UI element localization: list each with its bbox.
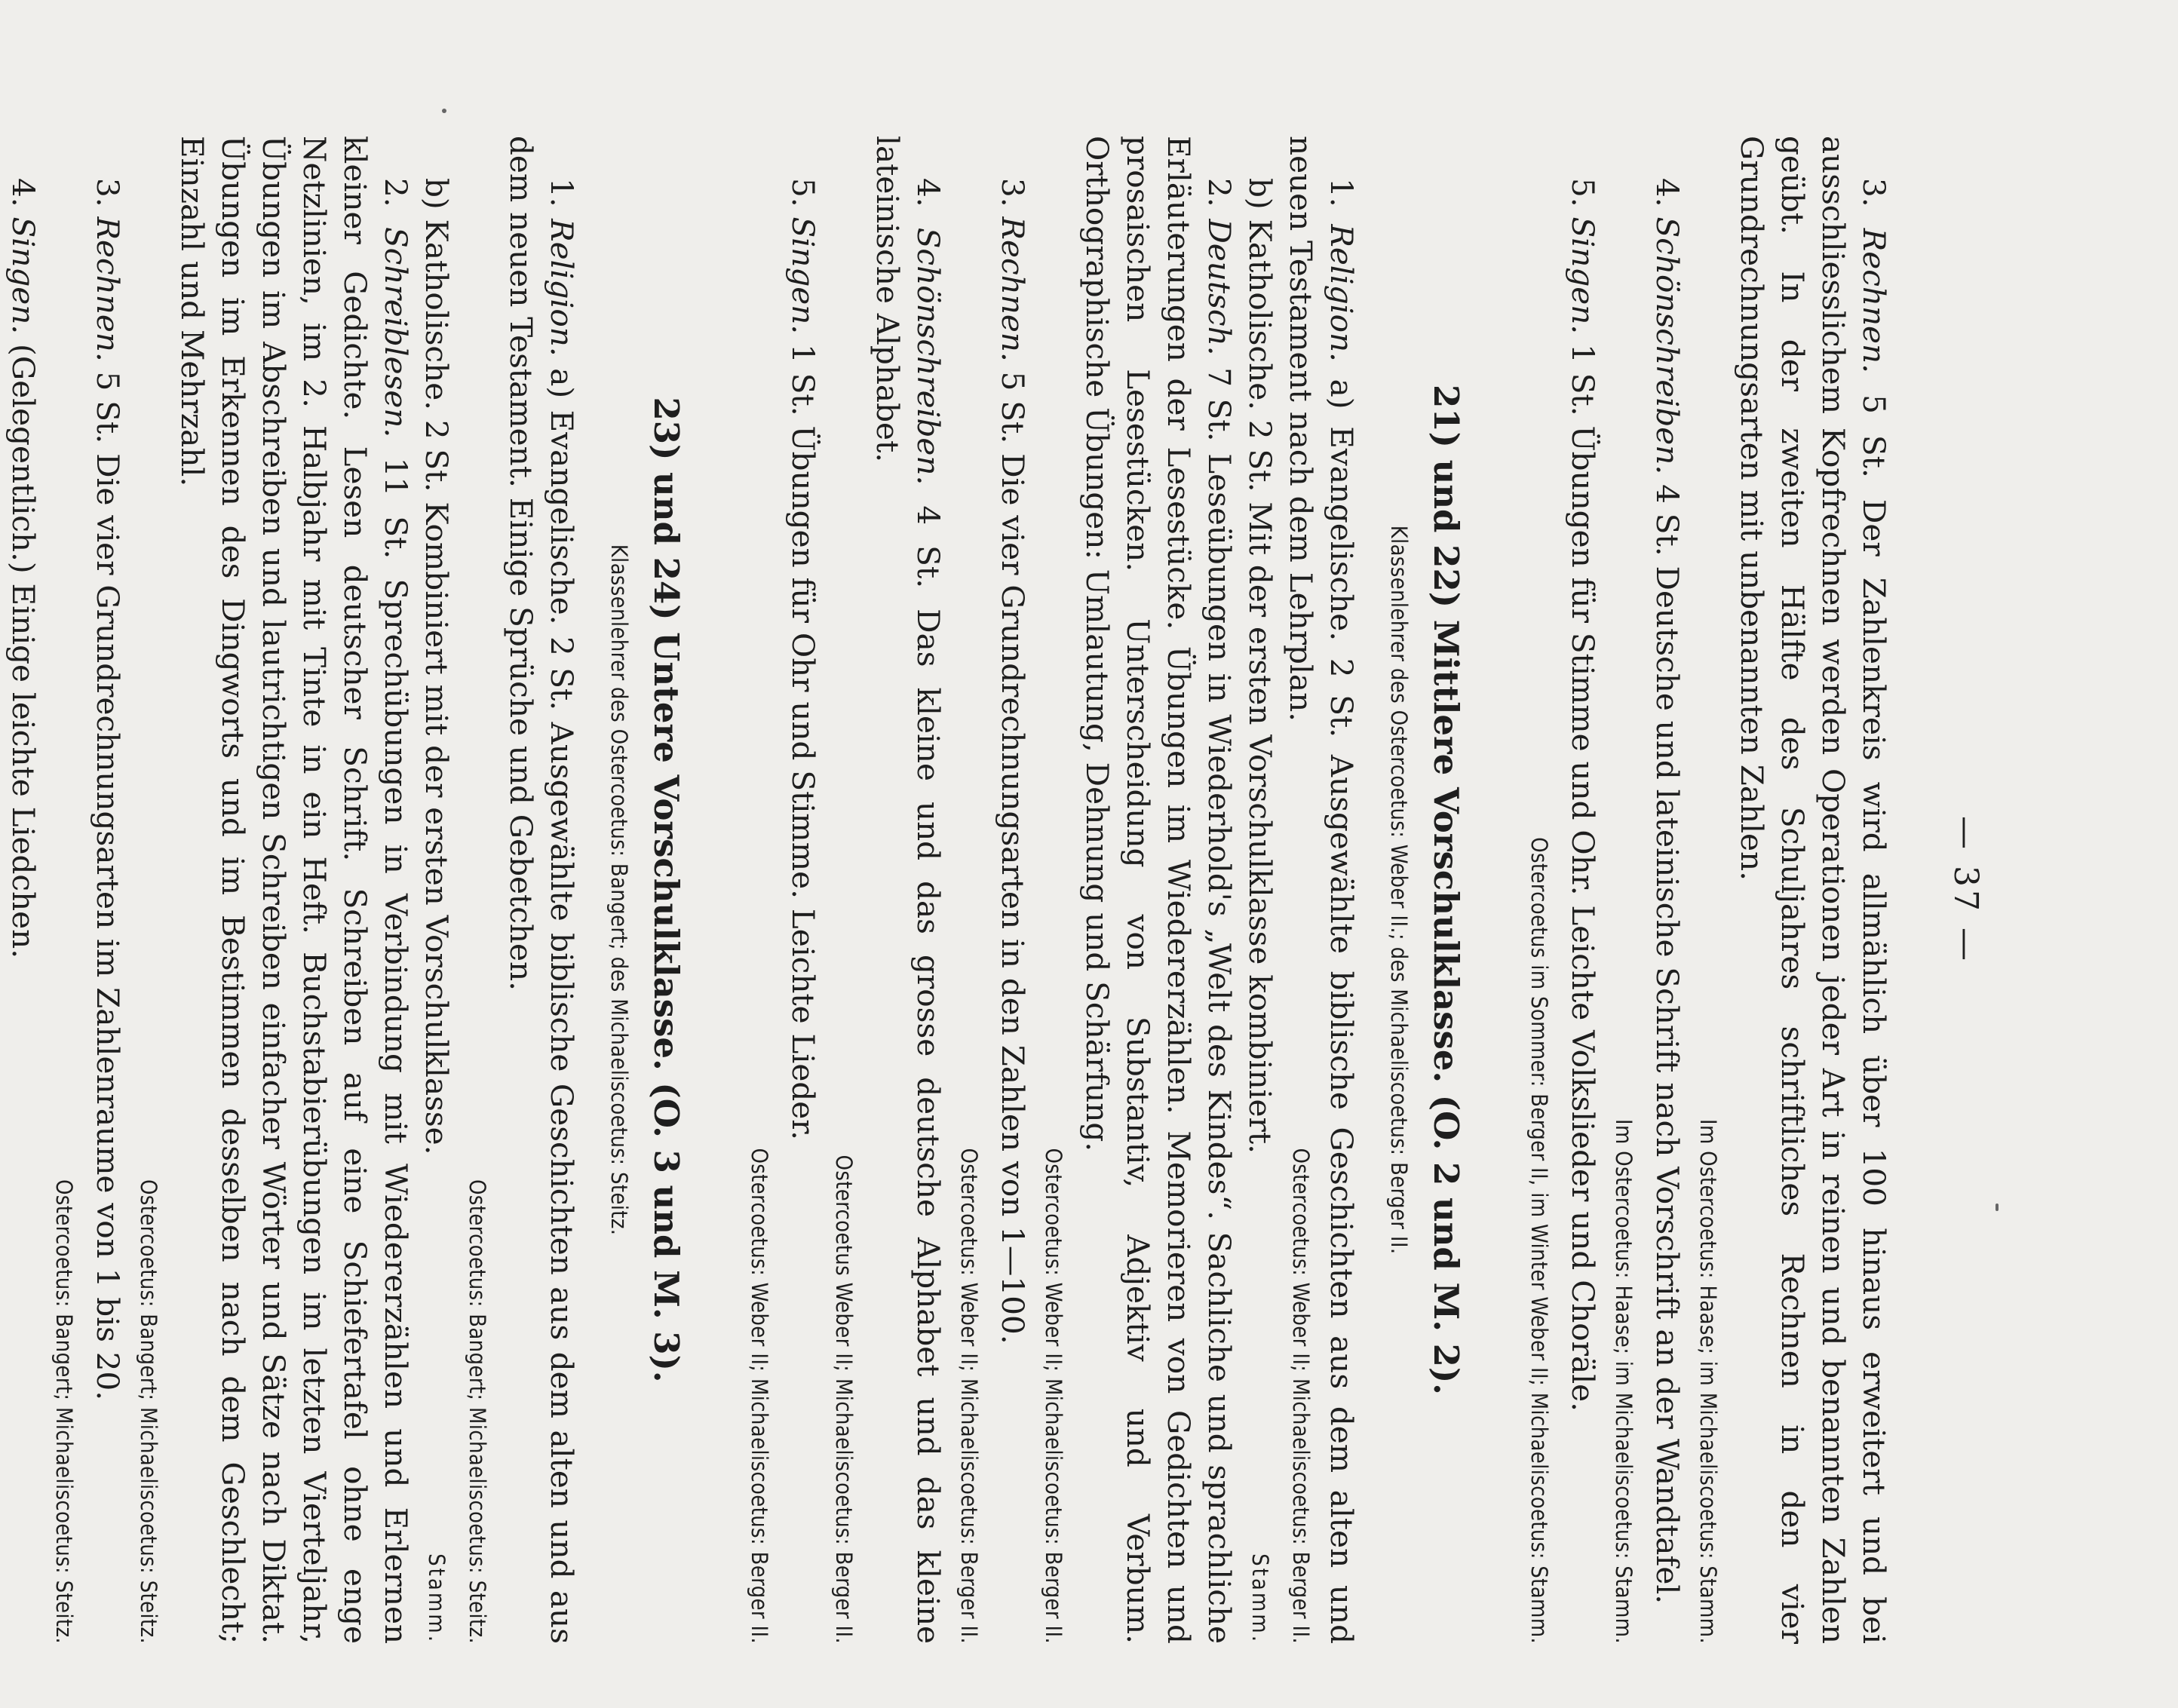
subject-label: Rechnen. — [995, 216, 1031, 362]
item-number: 3. — [1856, 178, 1892, 207]
ink-speck — [1995, 1204, 1999, 1211]
subject-label: Rechnen. — [90, 216, 126, 362]
teacher-line: Im Ostercoetus: Haase; im Michaeliscoetus: Stamm. — [1611, 1118, 1637, 1644]
paragraph-schreiblesen: 2. Schreiblesen. 11 St. Sprechübungen in Verbindung mit Wiedererzählen und Erlernen kleiner Gedichte. Lesen deutscher Schrift. Schreiben auf eine Schiefertafel ohne enge Netzlinien, im 2. Halbjahr mit Tinte in ein Heft. Buchstabierübungen im letzten Vierteljahr, Übungen im Abschreiben und lautrichtigen Schreiben einfacher Wörter und Sätze nach Diktat. Übungen im Erkennen des Dingworts und im Bestimmen desselben nach dem Geschlecht; Einzahl und Mehrzahl. — [174, 136, 414, 1645]
rotated-text-block — [5, 136, 1985, 1645]
paragraph-text: 4 St. Deutsche und lateinische Schrift nach Vorschrift an der Wandtafel. — [1649, 484, 1686, 1605]
subject-label: Rechnen. — [1856, 228, 1892, 373]
subject-label: Singen. — [5, 216, 41, 335]
subject-label: Religion. — [1324, 224, 1360, 362]
teacher-line: Ostercoetus: Weber II; Michaeliscoetus: Berger II. — [1041, 1148, 1066, 1644]
page-number: — 37 — — [1946, 816, 1985, 964]
paragraph-religion-23: 1. Religion. a) Evangelische. 2 St. Ausgewählte biblische Geschichten aus dem alten und aus dem neuen Testament. Einige Sprüche und Gebetchen. — [503, 136, 580, 1645]
teacher-line: Ostercoetus: Bangert; Michaeliscoetus: Steitz. — [136, 1179, 161, 1644]
paragraph-katholische-23: b) Katholische. 2 St. Kombiniert mit der ersten Vorschulklasse. Stamm. — [416, 136, 457, 1644]
teacher-line: Ostercoetus: Bangert; Michaeliscoetus: Steitz. — [51, 1179, 77, 1644]
paragraph-schoenschreiben — [1647, 136, 1688, 1644]
item-number: 4. — [1649, 178, 1686, 207]
teacher-line: Ostercoetus: Weber II; Michaeliscoetus: Berger II. — [956, 1148, 982, 1644]
paragraph-singen — [1563, 136, 1603, 1644]
section-subheading: Klassenlehrer des Ostercoetus: Weber II.; des Michaeliscoetus: Berger II. — [1386, 525, 1412, 1255]
paragraph-singen-23: 4. Singen. (Gelegentlich.) Einige leichte Liedchen. — [5, 178, 41, 959]
teacher-line: Ostercoetus: Weber II; Michaeliscoetus: Berger II. — [747, 1148, 772, 1644]
teacher-line: Ostercoetus: Bangert; Michaeliscoetus: Steitz. — [465, 1179, 490, 1644]
section-heading-21-22: 21) und 22) Mittlere Vorschulklasse. (O. 2 und M. 2). — [1426, 385, 1466, 1395]
teacher-note: Stamm. — [424, 1553, 449, 1644]
paragraph-rechnen-23: 3. Rechnen. 5 St. Die vier Grundrechnungsarten im Zahlenraume von 1 bis 20. — [90, 178, 126, 1401]
teacher-line: Ostercoetus Weber II; Michaeliscoetus: Berger II. — [831, 1155, 857, 1644]
teacher-note: Stamm. — [1247, 1553, 1273, 1644]
paragraph-text: 5 St. Der Zahlenkreis wird allmählich über 100 hinaus erweitert und bei ausschliesslichem Kopfrechnen werden Operationen jeder Art in reinen und benannten Zahlen geübt. In der zweiten Hälfte des Schuljahres schriftliches Rechnen in den vier Grundrechnungsarten mit unbenannten Zahlen. — [1734, 136, 1892, 1645]
section-subheading: Klassenlehrer des Ostercoetus: Bangert; des Michaeliscoetus: Steitz. — [606, 544, 632, 1236]
subject-label: Schreiblesen. — [378, 226, 414, 438]
paragraph-rechnen-21: 3. Rechnen. 5 St. Die vier Grundrechnungsarten in den Zahlen von 1—100. — [995, 178, 1031, 1345]
paragraph-singen-21: 5. Singen. 1 St. Übungen für Ohr und Stimme. Leichte Lieder. — [785, 178, 821, 1141]
paragraph-deutsch: 2. Deutsch. 7 St. Leseübungen in Wiederhold's „Welt des Kindes“. Sachliche und sprachliche Erläuterungen der Lesestücke. Übungen im Wiedererzählen. Memorieren von Gedichten und prosaischen Lesestücken. Unterscheidung von Substantiv, Adjektiv und Verbum. Orthographische Übungen: Umlautung, Dehnung und Schärfung. — [1079, 136, 1238, 1645]
subject-label: Singen. — [1565, 216, 1601, 335]
paragraph-schoenschreiben-21: 4. Schönschreiben. 4 St. Das kleine und das grosse deutsche Alphabet und das kleine lateinische Alphabet. — [870, 136, 946, 1645]
page-body — [3, 136, 1894, 1644]
subject-label: Religion. — [544, 219, 580, 357]
subject-label: Schönschreiben. — [910, 227, 946, 486]
subject-label: Deutsch. — [1201, 219, 1238, 356]
ink-speck — [442, 109, 446, 113]
teacher-note: Ostercoetus: Weber II; Michaeliscoetus: Berger II. — [1288, 1148, 1314, 1644]
section-heading-23-24: 23) und 24) Untere Vorschulklasse. (O. 3 und M. 3). — [646, 397, 686, 1383]
paragraph-katholische: b) Katholische. 2 St. Mit der ersten Vorschulklasse kombiniert. Stamm. — [1240, 136, 1281, 1644]
paragraph-rechnen — [1732, 136, 1894, 1644]
teacher-line: Im Ostercoetus: Haase; im Michaeliscoetus: Stamm. — [1695, 1118, 1721, 1644]
item-number: 5. — [1565, 178, 1601, 207]
teacher-line: Ostercoetus im Sommer: Berger II, im Winter Weber II; Michaeliscoetus: Stamm. — [1526, 837, 1552, 1644]
subject-label: Singen. — [785, 216, 821, 335]
subject-label: Schönschreiben. — [1649, 216, 1686, 475]
paragraph-text: 1 St. Übungen für Stimme und Ohr. Leichte Volkslieder und Choräle. — [1565, 344, 1601, 1412]
paragraph-religion: 1. Religion. a) Evangelische. 2 St. Ausgewählte biblische Geschichten aus dem alten und neuen Testament nach dem Lehrplan. Ostercoetus: Weber II; Michaeliscoetus: Berger II. — [1281, 136, 1362, 1644]
